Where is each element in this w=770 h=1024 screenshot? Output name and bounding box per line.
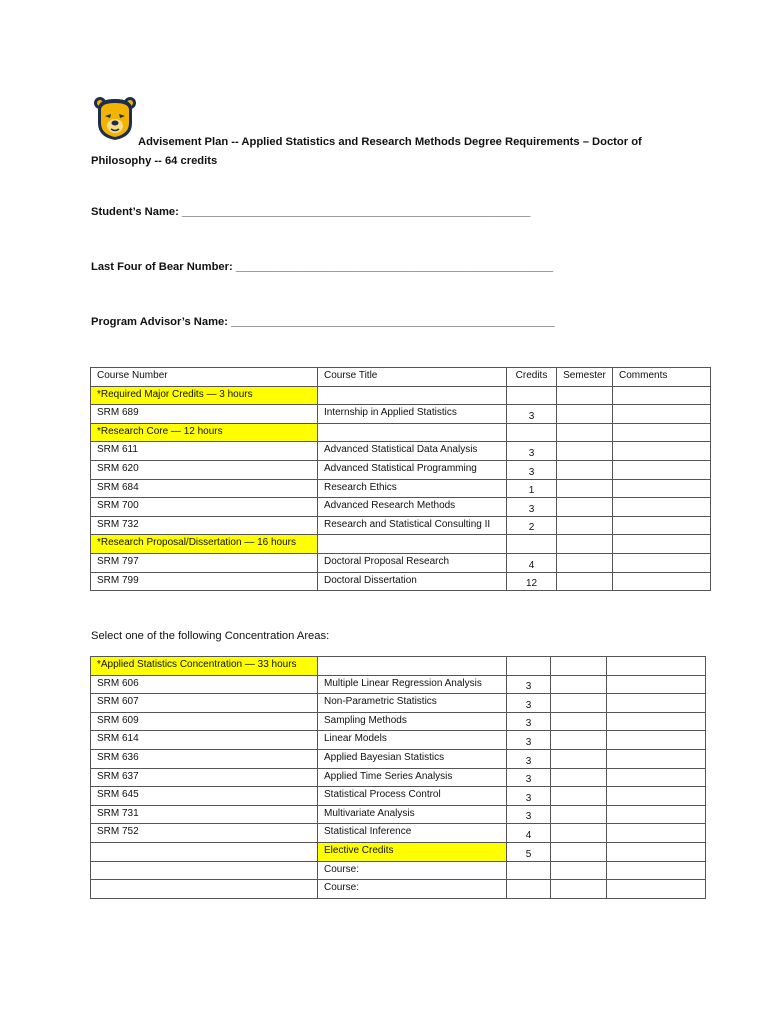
concentration-prompt: Select one of the following Concentration Areas:	[91, 630, 330, 642]
semester-cell[interactable]	[551, 731, 607, 750]
table-row	[91, 460, 711, 479]
semester-cell[interactable]	[557, 479, 613, 498]
elective-credits: 5	[507, 842, 551, 861]
course-number: SRM 700	[91, 498, 318, 517]
semester-cell[interactable]	[557, 498, 613, 517]
student-name-field[interactable]: Student’s Name: ________________________________________________________	[91, 206, 531, 218]
elective-title: Elective Credits	[318, 842, 507, 861]
credits-entry[interactable]	[507, 880, 551, 899]
table-row	[91, 824, 706, 843]
comments-cell[interactable]	[607, 712, 706, 731]
credits-entry[interactable]	[507, 861, 551, 880]
header-semester: Semester	[557, 368, 613, 387]
course-number: SRM 606	[91, 675, 318, 694]
course-title: Advanced Statistical Data Analysis	[318, 442, 507, 461]
semester-cell[interactable]	[551, 787, 607, 806]
header-course-number: Course Number	[91, 368, 318, 387]
table-row	[91, 498, 711, 517]
course-number: SRM 645	[91, 787, 318, 806]
course-number: SRM 684	[91, 479, 318, 498]
header-course-title: Course Title	[318, 368, 507, 387]
course-title: Advanced Statistical Programming	[318, 460, 507, 479]
course-title: Multiple Linear Regression Analysis	[318, 675, 507, 694]
header-credits: Credits	[507, 368, 557, 387]
course-number: SRM 620	[91, 460, 318, 479]
course-number: SRM 614	[91, 731, 318, 750]
bear-number-field[interactable]: Last Four of Bear Number: ___________________________________________________	[91, 261, 554, 273]
semester-cell[interactable]	[551, 749, 607, 768]
course-number-entry[interactable]	[91, 861, 318, 880]
semester-cell[interactable]	[551, 880, 607, 899]
table-row	[91, 749, 706, 768]
course-title: Research and Statistical Consulting II	[318, 516, 507, 535]
course-title: Statistical Process Control	[318, 787, 507, 806]
comments-cell[interactable]	[607, 768, 706, 787]
table-row	[91, 787, 706, 806]
course-credits: 3	[507, 712, 551, 731]
comments-cell[interactable]	[613, 535, 711, 554]
course-title: Applied Bayesian Statistics	[318, 749, 507, 768]
comments-cell[interactable]	[607, 805, 706, 824]
course-credits: 3	[507, 694, 551, 713]
course-credits: 3	[507, 498, 557, 517]
page-title	[91, 133, 691, 171]
section-label: *Research Proposal/Dissertation — 16 hours	[91, 535, 318, 554]
table-row	[91, 442, 711, 461]
course-title: Multivariate Analysis	[318, 805, 507, 824]
advisor-name-field[interactable]: Program Advisor’s Name: ____________________________________________________	[91, 316, 555, 328]
course-credits: 3	[507, 805, 551, 824]
semester-cell[interactable]	[557, 516, 613, 535]
section-label: *Research Core — 12 hours	[91, 423, 318, 442]
semester-cell[interactable]	[557, 553, 613, 572]
course-credits: 4	[507, 824, 551, 843]
comments-cell[interactable]	[613, 479, 711, 498]
semester-cell[interactable]	[551, 805, 607, 824]
section-label: *Applied Statistics Concentration — 33 hours	[91, 657, 318, 676]
comments-cell[interactable]	[607, 731, 706, 750]
course-credits: 3	[507, 787, 551, 806]
course-number-entry[interactable]	[91, 880, 318, 899]
semester-cell[interactable]	[557, 535, 613, 554]
course-number: SRM 731	[91, 805, 318, 824]
section-row-concentration	[91, 657, 706, 676]
comments-cell[interactable]	[613, 405, 711, 424]
semester-cell[interactable]	[551, 861, 607, 880]
comments-cell[interactable]	[613, 553, 711, 572]
section-label: *Required Major Credits — 3 hours	[91, 386, 318, 405]
table-row	[91, 516, 711, 535]
course-number: SRM 797	[91, 553, 318, 572]
course-credits: 3	[507, 460, 557, 479]
table-row	[91, 694, 706, 713]
semester-cell[interactable]	[551, 768, 607, 787]
comments-cell[interactable]	[613, 460, 711, 479]
table-row	[91, 731, 706, 750]
course-title: Doctoral Dissertation	[318, 572, 507, 591]
degree-requirements-table	[90, 367, 711, 591]
course-title: Sampling Methods	[318, 712, 507, 731]
course-credits: 1	[507, 479, 557, 498]
comments-cell[interactable]	[613, 423, 711, 442]
course-title: Statistical Inference	[318, 824, 507, 843]
table-row	[91, 675, 706, 694]
title-line-1: Advisement Plan -- Applied Statistics and Research Methods Degree Requirements – Doctor of	[138, 136, 642, 148]
semester-cell[interactable]	[557, 405, 613, 424]
course-entry-row	[91, 861, 706, 880]
table-row	[91, 405, 711, 424]
course-number: SRM 611	[91, 442, 318, 461]
comments-cell[interactable]	[607, 861, 706, 880]
course-credits: 3	[507, 768, 551, 787]
course-credits: 3	[507, 675, 551, 694]
comments-cell[interactable]	[607, 842, 706, 861]
comments-cell[interactable]	[607, 675, 706, 694]
table-row	[91, 768, 706, 787]
section-row-dissertation	[91, 535, 711, 554]
comments-cell[interactable]	[613, 442, 711, 461]
semester-cell[interactable]	[551, 824, 607, 843]
course-title: Research Ethics	[318, 479, 507, 498]
comments-cell[interactable]	[607, 787, 706, 806]
table-row	[91, 479, 711, 498]
comments-cell[interactable]	[607, 824, 706, 843]
course-title: Applied Time Series Analysis	[318, 768, 507, 787]
elective-row	[91, 842, 706, 861]
semester-cell[interactable]	[551, 712, 607, 731]
comments-cell[interactable]	[607, 694, 706, 713]
semester-cell[interactable]	[557, 423, 613, 442]
semester-cell[interactable]	[557, 386, 613, 405]
semester-cell[interactable]	[557, 460, 613, 479]
comments-cell[interactable]	[613, 516, 711, 535]
semester-cell[interactable]	[557, 572, 613, 591]
course-number: SRM 609	[91, 712, 318, 731]
course-credits: 3	[507, 405, 557, 424]
course-credits: 3	[507, 731, 551, 750]
section-row-major	[91, 386, 711, 405]
course-number: SRM 637	[91, 768, 318, 787]
comments-cell[interactable]	[613, 572, 711, 591]
comments-cell[interactable]	[607, 880, 706, 899]
comments-cell[interactable]	[613, 498, 711, 517]
semester-cell[interactable]	[551, 842, 607, 861]
course-title: Internship in Applied Statistics	[318, 405, 507, 424]
semester-cell[interactable]	[551, 694, 607, 713]
comments-cell[interactable]	[607, 749, 706, 768]
course-credits: 12	[507, 572, 557, 591]
course-number: SRM 636	[91, 749, 318, 768]
course-number: SRM 732	[91, 516, 318, 535]
semester-cell[interactable]	[551, 657, 607, 676]
course-entry-row	[91, 880, 706, 899]
course-entry-label[interactable]: Course:	[318, 861, 507, 880]
course-credits: 4	[507, 553, 557, 572]
table-row	[91, 805, 706, 824]
course-credits: 3	[507, 749, 551, 768]
table-row	[91, 572, 711, 591]
course-credits: 2	[507, 516, 557, 535]
course-title: Non-Parametric Statistics	[318, 694, 507, 713]
table-row	[91, 553, 711, 572]
course-title: Linear Models	[318, 731, 507, 750]
course-number: SRM 607	[91, 694, 318, 713]
course-number: SRM 752	[91, 824, 318, 843]
section-row-core	[91, 423, 711, 442]
course-title: Doctoral Proposal Research	[318, 553, 507, 572]
semester-cell[interactable]	[557, 442, 613, 461]
semester-cell[interactable]	[551, 675, 607, 694]
course-number: SRM 689	[91, 405, 318, 424]
course-credits: 3	[507, 442, 557, 461]
comments-cell[interactable]	[607, 657, 706, 676]
header-comments: Comments	[613, 368, 711, 387]
course-number: SRM 799	[91, 572, 318, 591]
course-title: Advanced Research Methods	[318, 498, 507, 517]
course-entry-label[interactable]: Course:	[318, 880, 507, 899]
table-header-row	[91, 368, 711, 387]
table-row	[91, 712, 706, 731]
concentration-table	[90, 656, 706, 899]
comments-cell[interactable]	[613, 386, 711, 405]
title-line-2: Philosophy -- 64 credits	[91, 155, 218, 167]
